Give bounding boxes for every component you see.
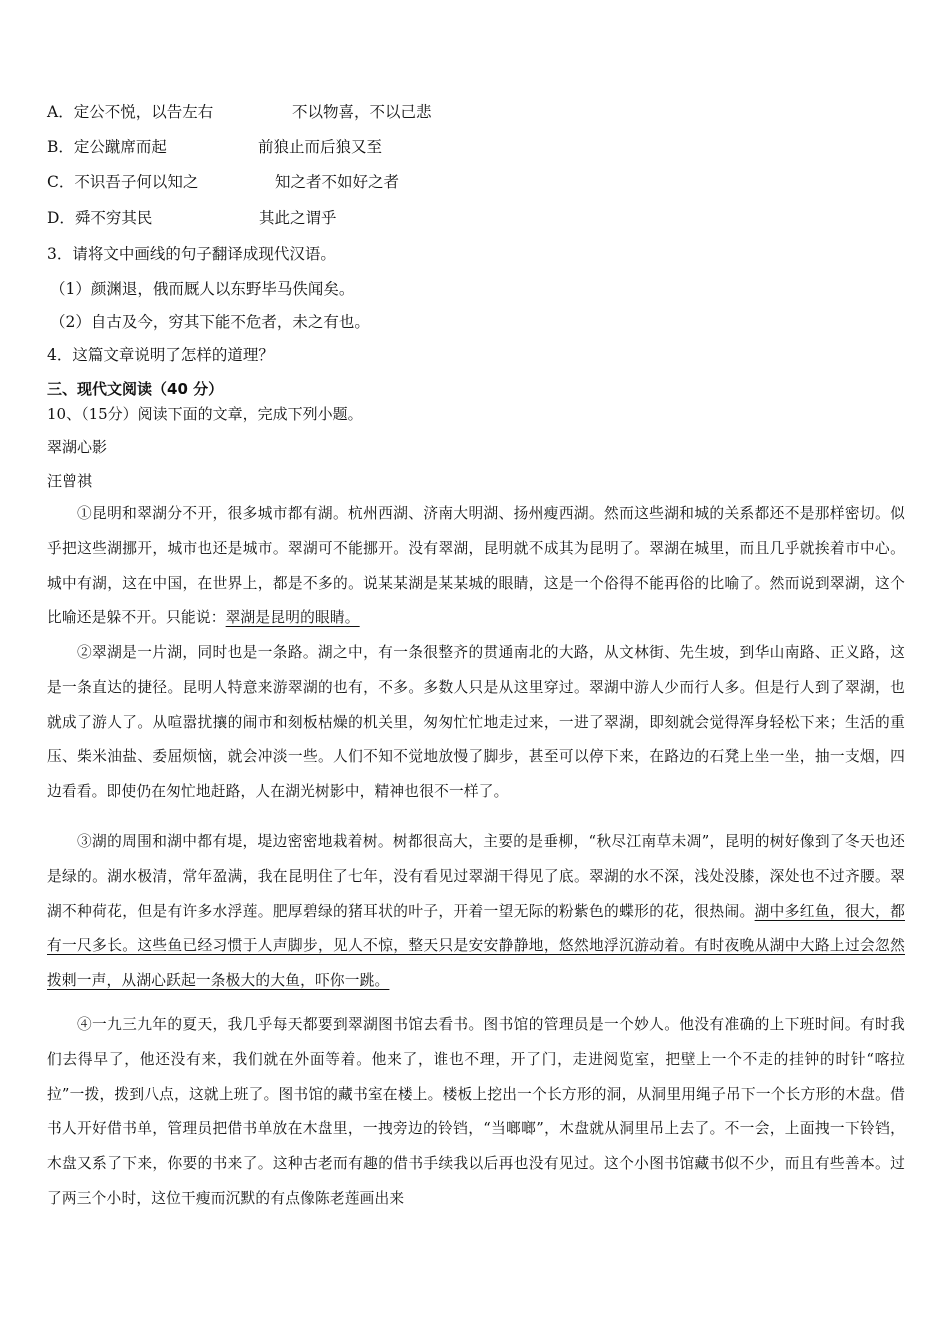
option-a-label: A．定公不悦，以告左右 — [47, 103, 214, 121]
question-3: 3．请将文中画线的句子翻译成现代汉语。 — [47, 245, 336, 263]
paragraph-1-underlined: 翠湖是昆明的眼睛。 — [225, 609, 360, 627]
option-b-label: B．定公蹴席而起 — [47, 138, 167, 156]
author: 汪曾祺 — [47, 472, 93, 490]
paragraph-3-underlined: 湖中多红鱼，很大，都有一尺多长。这些鱼已经习惯于人声脚步，见人不惊，整天只是安安静静地，悠然地浮沉游动着。有时夜晚从湖中大路上过会忽然拨剌一声，从湖心跃起一条极大的大鱼，吓你一跳。 — [47, 902, 905, 990]
option-d-b: 其此之谓乎 — [259, 209, 337, 227]
option-c-b: 知之者不如好之者 — [275, 173, 400, 191]
option-c — [47, 172, 400, 192]
option-a — [47, 102, 432, 122]
article-title: 翠湖心影 — [47, 438, 108, 456]
option-b — [47, 137, 383, 157]
question-10: 10、（15分）阅读下面的文章，完成下列小题。 — [47, 405, 363, 423]
option-a-b: 不以物喜，不以己悲 — [292, 103, 432, 121]
option-d — [47, 208, 337, 228]
paragraph-2: ②翠湖是一片湖，同时也是一条路。湖之中，有一条很整齐的贯通南北的大路，从文林街、先生坡，到华山南路、正义路，这是一条直达的捷径。昆明人特意来游翠湖的也有，不多。多数人只是从这里穿过。翠湖中游人少而行人多。但是行人到了翠湖，也就成了游人了。从喧嚣扰攘的闹市和刻板枯燥的机关里，匆匆忙忙地走过来，一进了翠湖，即刻就会觉得浑身轻松下来；生活的重压、柴米油盐、委屈烦恼，就会冲淡一些。人们不知不觉地放慢了脚步，甚至可以停下来，在路边的石凳上坐一坐，抽一支烟，四边看看。即使仍在匆忙地赶路，人在湖光树影中，精神也很不一样了。 — [47, 644, 905, 801]
paragraph-1 — [47, 497, 905, 636]
question-4: 4．这篇文章说明了怎样的道理？ — [47, 346, 274, 364]
question-3-1: （1）颜渊退，俄而厩人以东野毕马佚闻矣。 — [50, 280, 355, 298]
paragraph-1-text: ①昆明和翠湖分不开，很多城市都有湖。杭州西湖、济南大明湖、扬州瘦西湖。然而这些湖和城的关系都还不是那样密切。似乎把这些湖挪开，城市也还是城市。翠湖可不能挪开。没有翠湖，昆明就不成其为昆明了。翠湖在城里，而且几乎就挨着市中心。城中有湖，这在中国，在世界上，都是不多的。说某某湖是某某城的眼睛，这是一个俗得不能再俗的比喻了。然而说到翠湖，这个比喻还是躲不开。只能说： — [47, 505, 905, 627]
option-d-label: D．舜不穷其民 — [47, 209, 153, 227]
option-b-b: 前狼止而后狼又至 — [258, 138, 383, 156]
paragraph-3 — [47, 825, 905, 999]
paragraph-3-text: ③湖的周围和湖中都有堤，堤边密密地栽着树。树都很高大，主要的是垂柳，“秋尽江南草未凋”，昆明的树好像到了冬天也还是绿的。湖水极清，常年盈满，我在昆明住了七年，没有看见过翠湖干得见了底。翠湖的水不深，浅处没膝，深处也不过齐腰。翠湖不种荷花，但是有许多水浮莲。肥厚碧绿的猪耳状的叶子，开着一望无际的粉紫色的蝶形的花，很热闹。 — [47, 833, 905, 920]
paragraph-4: ④一九三九年的夏天，我几乎每天都要到翠湖图书馆去看书。图书馆的管理员是一个妙人。他没有准确的上下班时间。有时我们去得早了，他还没有来，我们就在外面等着。他来了，谁也不理，开了门，走进阅览室，把壁上一个不走的挂钟的时针“喀拉拉”一拨，拨到八点，这就上班了。图书馆的藏书室在楼上。楼板上挖出一个长方形的洞，从洞里用绳子吊下一个长方形的木盘。借书人开好借书单，管理员把借书单放在木盘里，一拽旁边的铃铛，“当啷啷”，木盘就从洞里吊上去了。不一会，上面拽一下铃铛，木盘又系了下来，你要的书来了。这种古老而有趣的借书手续我以后再也没有见过。这个小图书馆藏书似不少，而且有些善本。过了两三个小时，这位干瘦而沉默的有点像陈老莲画出来 — [47, 1016, 905, 1207]
section-title: 三、现代文阅读（40 分） — [47, 380, 224, 398]
option-c-label: C．不识吾子何以知之 — [47, 173, 199, 191]
question-3-2: （2）自古及今，穷其下能不危者，未之有也。 — [50, 313, 370, 331]
